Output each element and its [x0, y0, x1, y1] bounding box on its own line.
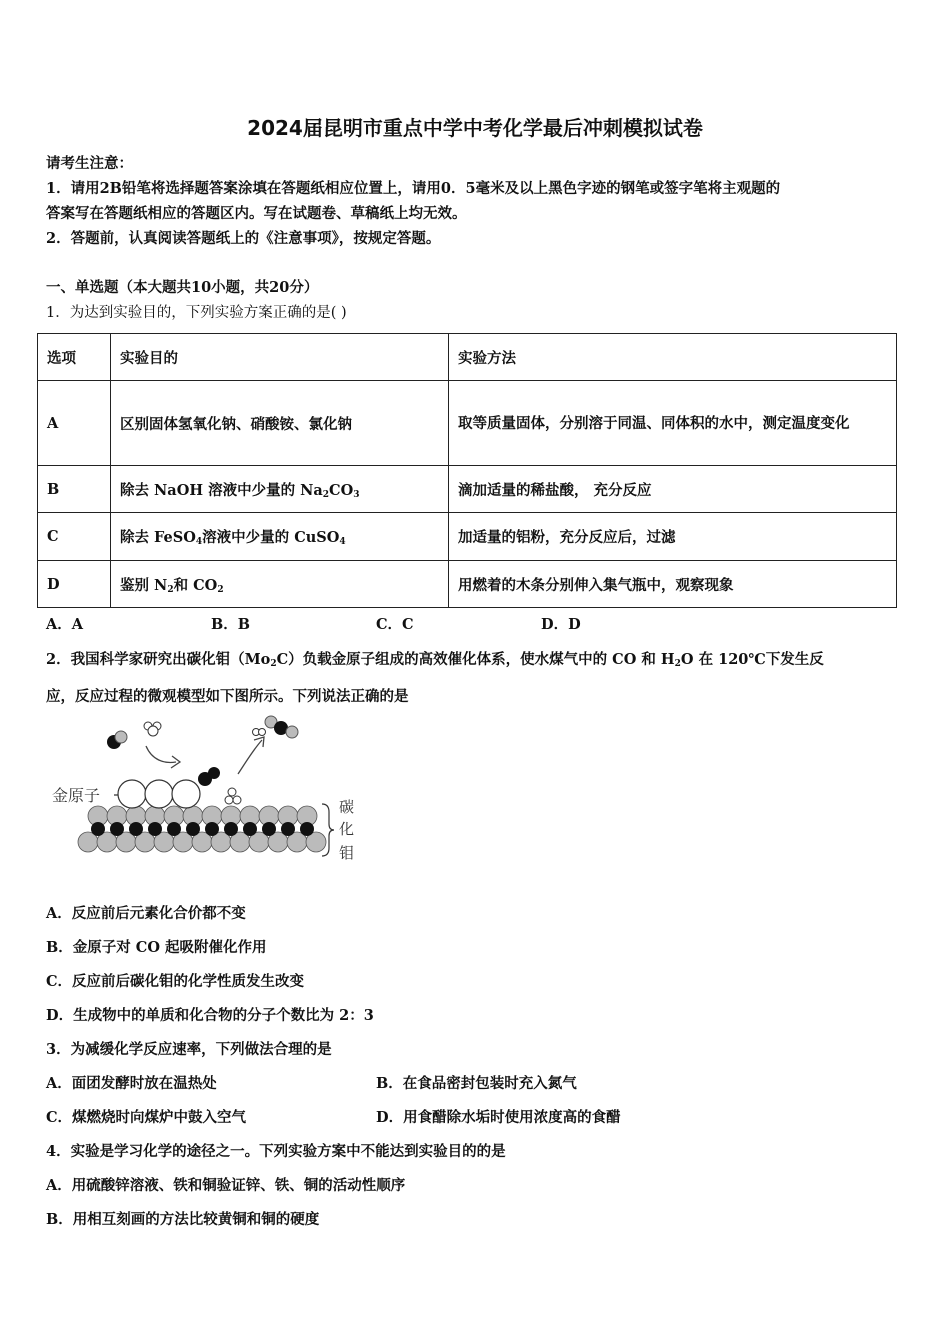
q1-table	[37, 333, 897, 608]
arrowhead-out-icon	[254, 737, 264, 747]
svg-text:金原子: 金原子	[52, 786, 101, 805]
row-method: 滴加适量的稀盐酸， 充分反应	[449, 466, 897, 513]
row-purpose: 除去 NaOH 溶液中少量的 $Na_2CO_3$	[111, 466, 449, 513]
header-option: 选项	[38, 334, 111, 381]
table-header-row	[38, 334, 897, 381]
section-heading: 一、单选题（本大题共10小题，共20分）	[46, 279, 319, 296]
q3-stem: 3．为减缓化学反应速率，下列做法合理的是	[46, 1041, 332, 1058]
row-method: 加适量的铝粉，充分反应后，过滤	[449, 513, 897, 561]
table-row	[38, 381, 897, 466]
notice-item-1b: 答案写在答题纸相应的答题区内。写在试题卷、草稿纸上均无效。	[46, 205, 467, 222]
gold-atom-label	[52, 786, 100, 805]
carbide-label	[339, 798, 354, 862]
water-molecule	[144, 722, 161, 736]
q2-option-c[interactable]: C．反应前后碳化钼的化学性质发生改变	[46, 973, 305, 990]
q2-stem-line1: 2．我国科学家研究出碳化钼$(Mo_2C)$负载金原子组成的高效催化体系，使水煤气中的 CO 和 $H_2O$ 在 120℃下发生反	[46, 651, 824, 669]
q1-choice-a[interactable]: A．A	[46, 616, 84, 633]
co-adsorbed	[198, 767, 220, 786]
reaction-diagram	[48, 712, 368, 872]
q3-option-d[interactable]: D．用食醋除水垢时使用浓度高的食醋	[376, 1109, 621, 1126]
q1-choice-b[interactable]: B．B	[211, 616, 251, 633]
products	[253, 716, 299, 738]
row-option: D	[38, 561, 111, 608]
notice-heading: 请考生注意：	[46, 155, 133, 172]
row-purpose: 除去 FeSO$_4$溶液中少量的 CuSO$_4$	[111, 513, 449, 561]
notice-item-2: 2．答题前，认真阅读答题纸上的《注意事项》，按规定答题。	[46, 230, 441, 247]
page-title: 2024届昆明市重点中学中考化学最后冲刺模拟试卷	[247, 116, 703, 140]
q4-stem: 4．实验是学习化学的途径之一。下列实验方案中不能达到实验目的的是	[46, 1143, 506, 1160]
row-method: 用燃着的木条分别伸入集气瓶中，观察现象	[449, 561, 897, 608]
svg-text:化: 化	[339, 820, 355, 838]
q2-option-d[interactable]: D．生成物中的单质和化合物的分子个数比为 2：3	[46, 1007, 374, 1024]
carbide-top-layer	[88, 806, 317, 826]
q4-option-b[interactable]: B．用相互刻画的方法比较黄铜和铜的硬度	[46, 1211, 320, 1228]
table-row	[38, 466, 897, 513]
h-atoms-adsorbed	[225, 788, 241, 804]
row-purpose: 鉴别 $N_2$和 $CO_2$	[111, 561, 449, 608]
svg-text:碳: 碳	[339, 798, 355, 816]
arrow-out-icon	[238, 740, 262, 774]
q2-option-b[interactable]: B．金原子对 CO 起吸附催化作用	[46, 939, 267, 956]
svg-text:钼: 钼	[339, 844, 355, 862]
co-molecule-incoming	[107, 731, 127, 749]
row-method: 取等质量固体，分别溶于同温、同体积的水中，测定温度变化	[449, 381, 897, 466]
header-purpose: 实验目的	[111, 334, 449, 381]
q1-choice-d[interactable]: D．D	[541, 616, 581, 633]
notice-item-1a: 1．请用2B铅笔将选择题答案涂填在答题纸相应位置上，请用0．5毫米及以上黑色字迹的钢笔或签字笔将主观题的	[46, 180, 781, 197]
row-purpose: 区别固体氢氧化钠、硝酸铵、氯化钠	[111, 381, 449, 466]
table-row	[38, 513, 897, 561]
q3-option-c[interactable]: C．煤燃烧时向煤炉中鼓入空气	[46, 1109, 247, 1126]
table-row	[38, 561, 897, 608]
gold-atoms	[118, 780, 200, 808]
q4-option-a[interactable]: A．用硫酸锌溶液、铁和铜验证锌、铁、铜的活动性顺序	[46, 1177, 406, 1194]
q3-option-b[interactable]: B．在食品密封包装时充入氮气	[376, 1075, 577, 1092]
row-option: B	[38, 466, 111, 513]
header-method: 实验方法	[449, 334, 897, 381]
row-option: C	[38, 513, 111, 561]
q2-stem-line2: 应，反应过程的微观模型如下图所示。下列说法正确的是	[46, 688, 409, 705]
q3-option-a[interactable]: A．面团发酵时放在温热处	[46, 1075, 217, 1092]
row-option: A	[38, 381, 111, 466]
q1-choice-c[interactable]: C．C	[376, 616, 414, 633]
q1-stem: 1．为达到实验目的，下列实验方案正确的是( )	[46, 305, 347, 321]
arrow-in-icon	[146, 746, 176, 762]
q2-option-a[interactable]: A．反应前后元素化合价都不变	[46, 905, 246, 922]
